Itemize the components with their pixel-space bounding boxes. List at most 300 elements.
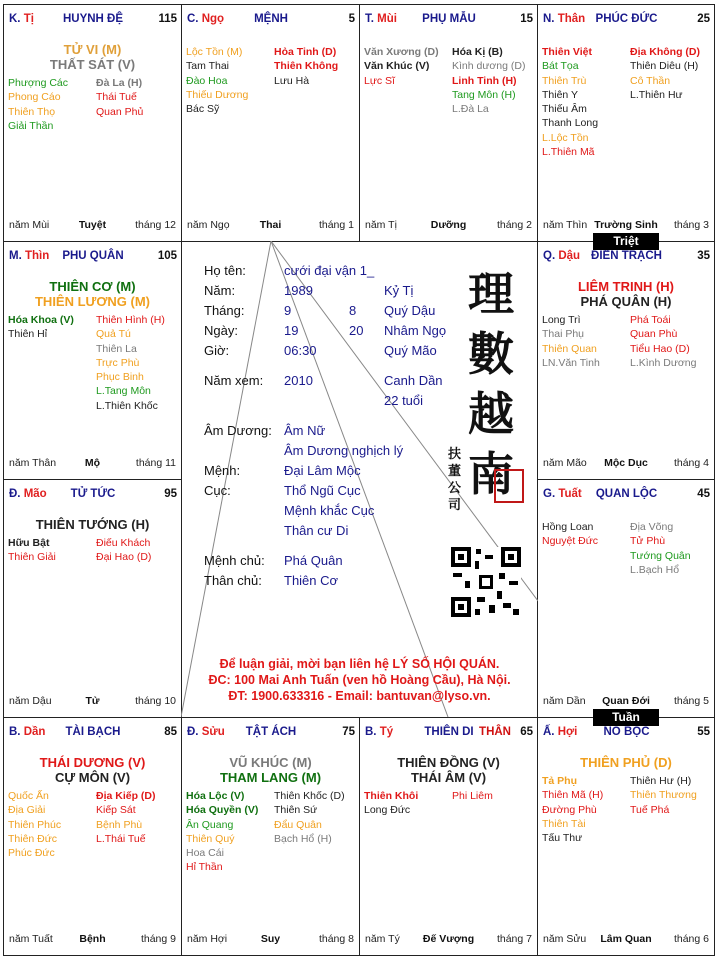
nguyet-han-month: tháng 8 — [318, 933, 354, 945]
minor-star: Văn Khúc (V) — [364, 60, 430, 73]
chi: Sửu — [201, 726, 225, 738]
palace-name: PHÚC ĐỨC — [595, 13, 658, 25]
menh-chu-value: Phá Quân — [284, 553, 343, 568]
palace-header — [187, 13, 355, 29]
palace-suu[interactable] — [181, 717, 360, 956]
can: Q. — [543, 250, 556, 262]
main-star: THAM LANG (M) — [219, 770, 322, 785]
minor-star: Bác Sỹ — [186, 103, 220, 116]
can: M. — [9, 250, 22, 262]
than-chu-label: Thân chủ: — [204, 573, 262, 588]
minor-star: Lưu Hà — [274, 74, 310, 87]
chi: Mùi — [377, 13, 397, 25]
main-star: THIÊN TƯỚNG (H) — [35, 517, 150, 532]
can: G. — [543, 488, 556, 500]
palace-footer — [365, 219, 532, 233]
dai-van-number: 105 — [157, 250, 177, 262]
palace-hoi[interactable] — [537, 717, 715, 956]
nam-xem-label: Năm xem: — [204, 373, 264, 388]
minor-stars-right — [274, 45, 360, 88]
minor-star: Ân Quang — [186, 818, 234, 831]
minor-star: Bát Tọa — [542, 60, 579, 73]
palace-footer — [187, 933, 354, 947]
thang-can-chi: Quý Dậu — [384, 303, 436, 318]
palace-header — [543, 488, 710, 504]
minor-star: Nguyệt Đức — [542, 535, 599, 548]
minor-star: L.Đà La — [452, 103, 489, 116]
minor-star: L.Lộc Tồn — [542, 131, 589, 144]
truong-sinh-stage: Dưỡng — [430, 219, 467, 231]
tieu-han-year: năm Tý — [365, 933, 400, 945]
minor-stars-right — [452, 45, 538, 116]
tuoi-value: 22 tuổi — [384, 393, 424, 408]
minor-stars-left — [186, 789, 272, 875]
minor-star: Phục Binh — [96, 371, 144, 384]
truong-sinh-stage: Trường Sinh — [594, 219, 658, 231]
contact-address: ĐC: 100 Mai Anh Tuấn (ven hồ Hoàng Cầu), Hà Nội. — [208, 673, 511, 687]
main-star: TỬ VI (M) — [63, 42, 122, 57]
chi: Hợi — [557, 726, 578, 738]
truong-sinh-stage: Lâm Quan — [600, 933, 652, 945]
palace-footer — [9, 933, 176, 947]
minor-star: Thiên Quý — [186, 832, 235, 845]
calligraphy-char-4: 南 — [468, 447, 514, 501]
can: T. — [365, 13, 374, 25]
palace-header — [9, 726, 177, 742]
am-duong-value: Âm Nữ — [284, 423, 326, 438]
palace-footer — [543, 219, 709, 233]
minor-star: Giải Thần — [8, 119, 54, 132]
minor-star: Bạch Hổ (H) — [274, 832, 332, 845]
chi: Tý — [379, 726, 394, 738]
palace-footer — [9, 695, 176, 709]
nguyet-han-month: tháng 12 — [135, 219, 176, 231]
can: Ấ. — [543, 726, 555, 738]
minor-star: Cô Thần — [630, 74, 671, 87]
minor-star: Điếu Khách — [96, 537, 151, 549]
calligraphy-small-4: 司 — [448, 498, 462, 513]
palace-header — [365, 13, 533, 29]
minor-star: Tử Phù — [630, 535, 666, 548]
minor-star: L.Thiên Khốc — [96, 399, 158, 412]
minor-star: Thiên Phúc — [8, 818, 62, 831]
palace-header — [543, 250, 710, 266]
palace-header — [9, 250, 177, 266]
minor-star: Địa Kiếp (D) — [96, 790, 156, 802]
nam-value: 1989 — [284, 283, 313, 298]
minor-star: Đại Hao (D) — [96, 551, 152, 564]
nguyet-han-month: tháng 9 — [140, 933, 176, 945]
ngay-can-chi: Nhâm Ngọ — [384, 323, 447, 338]
minor-star: Thiên Thọ — [8, 105, 56, 118]
minor-star: Thiên Giải — [8, 551, 56, 564]
palace-name: NÔ BỘC — [603, 726, 650, 738]
minor-star: Đà La (H) — [96, 77, 143, 89]
dai-van-number: 115 — [158, 13, 177, 25]
minor-star: L.Thái Tuế — [96, 832, 146, 845]
minor-star: Thiên Sứ — [274, 804, 318, 817]
calligraphy-small-3: 公 — [448, 481, 462, 496]
palace-footer — [543, 695, 709, 709]
tieu-han-year: năm Thân — [9, 457, 57, 469]
minor-star: L.Tang Môn — [96, 385, 151, 398]
thang-value: 9 — [284, 303, 292, 318]
tieu-han-year: năm Dậu — [9, 695, 52, 707]
minor-star: Đào Hoa — [186, 74, 228, 87]
palace-thin[interactable] — [3, 241, 182, 480]
nguyet-han-month: tháng 1 — [318, 219, 354, 231]
minor-stars-right — [630, 520, 715, 577]
gio-label: Giờ: — [204, 343, 230, 358]
than-chu-value: Thiên Cơ — [284, 573, 339, 588]
minor-star: Đường Phù — [542, 803, 597, 816]
minor-stars-left — [542, 45, 628, 159]
palace-name: ĐIỀN TRẠCH — [591, 250, 662, 262]
palace-footer — [543, 457, 709, 471]
minor-star: Thiên Y — [542, 88, 578, 101]
palace-footer — [543, 933, 709, 947]
minor-stars-left — [542, 520, 628, 549]
minor-star: Phúc Đức — [8, 847, 55, 860]
dai-van-number: 5 — [348, 13, 355, 25]
calligraphy-small-1: 扶 — [448, 447, 462, 462]
ho-ten-label: Họ tên: — [204, 263, 246, 278]
tieu-han-year: năm Hợi — [187, 933, 228, 945]
palace-ti[interactable] — [3, 4, 182, 242]
main-star: THIÊN CƠ (M) — [49, 279, 136, 294]
can: C. — [187, 13, 199, 25]
main-star: THIÊN LƯƠNG (M) — [34, 294, 151, 309]
minor-star: Trực Phù — [96, 356, 140, 369]
minor-star: Thiên La — [96, 342, 137, 355]
tieu-han-year: năm Tị — [365, 219, 397, 231]
palace-header — [9, 13, 177, 29]
palace-name: PHU QUÂN — [62, 250, 124, 262]
main-star: THIÊN PHỦ (D) — [580, 755, 672, 770]
contact-phone-email[interactable]: ĐT: 1900.633316 - Email: bantuvan@lyso.vn. — [228, 689, 491, 703]
minor-star: Hữu Bật — [8, 537, 50, 549]
minor-star: Hồng Loan — [542, 521, 594, 533]
calligraphy-char-2: 數 — [468, 327, 514, 381]
minor-star: Thiên Diêu (H) — [630, 60, 699, 73]
nam-label: Năm: — [204, 283, 236, 298]
tieu-han-year: năm Dần — [543, 695, 586, 707]
chi: Dậu — [558, 250, 581, 262]
minor-star: Thiên Mã (H) — [542, 789, 604, 802]
palace-name: QUAN LỘC — [595, 488, 658, 500]
chi: Thìn — [24, 250, 50, 262]
palace-name: THIÊN DI — [424, 726, 474, 738]
minor-stars-right — [96, 536, 182, 565]
minor-star: Thai Phụ — [542, 328, 585, 341]
palace-dan[interactable] — [3, 717, 182, 956]
nguyet-han-month: tháng 10 — [135, 695, 176, 707]
minor-star: Thanh Long — [542, 117, 599, 130]
truong-sinh-stage: Mộ — [84, 457, 101, 469]
palace-footer — [9, 457, 176, 471]
minor-star: Thiên Quan — [542, 342, 597, 355]
palace-name: TẬT ÁCH — [245, 726, 297, 738]
main-star: THÁI ÂM (V) — [410, 770, 487, 785]
chi: Mão — [23, 488, 47, 500]
minor-stars-right — [274, 789, 360, 846]
truong-sinh-stage: Tử — [85, 695, 100, 707]
menh-value: Đại Lâm Mộc — [284, 463, 361, 478]
minor-stars-left — [542, 313, 628, 370]
dai-van-number: 65 — [520, 726, 533, 738]
calligraphy-small — [448, 446, 461, 514]
chi: Thân — [557, 13, 586, 25]
minor-star: L.Bạch Hổ — [630, 563, 680, 576]
can: B. — [9, 726, 21, 738]
can: N. — [543, 13, 555, 25]
menh-label: Mệnh: — [204, 463, 241, 478]
minor-star: Lực Sĩ — [364, 74, 395, 87]
nam-xem-can-chi: Canh Dần — [384, 373, 443, 388]
main-star: THÁI DƯƠNG (V) — [39, 755, 146, 770]
can: K. — [9, 13, 21, 25]
palace-footer — [187, 219, 354, 233]
truong-sinh-stage: Đế Vượng — [422, 933, 475, 945]
main-star: VŨ KHÚC (M) — [229, 755, 312, 770]
minor-star: Địa Võng — [630, 521, 674, 533]
minor-star: Kiếp Sát — [96, 804, 136, 817]
minor-star: Tấu Thư — [542, 832, 583, 845]
minor-star: Thiên Hỉ — [8, 328, 48, 341]
palace-header — [543, 726, 710, 742]
palace-header — [9, 488, 177, 504]
minor-star: L.Kình Dương — [630, 356, 697, 369]
ngay-am-lich: 20 — [349, 323, 364, 338]
minor-star: Thiên Khôi — [364, 790, 419, 802]
can: Đ. — [9, 488, 21, 500]
minor-stars-left — [8, 536, 94, 565]
minor-stars-left — [8, 76, 94, 133]
tieu-han-year: năm Ngọ — [187, 219, 230, 231]
minor-star: Tam Thai — [186, 60, 229, 73]
main-star: THIÊN ĐỒNG (V) — [397, 755, 500, 770]
palace-dau[interactable] — [537, 241, 715, 480]
menh-chu-label: Mệnh chủ: — [204, 553, 265, 568]
minor-star: Thiên Không — [274, 60, 339, 73]
minor-star: Kình dương (D) — [452, 60, 526, 73]
palace-footer — [9, 219, 176, 233]
minor-star: Quả Tú — [96, 328, 131, 341]
chi: Tị — [23, 13, 34, 25]
tieu-han-year: năm Mùi — [9, 219, 50, 231]
nguyet-han-month: tháng 11 — [135, 457, 176, 469]
minor-star: Long Trì — [542, 314, 581, 326]
palace-mui[interactable] — [359, 4, 538, 242]
chi: Ngọ — [201, 13, 225, 25]
center-panel — [181, 241, 538, 717]
main-star: THẤT SÁT (V) — [49, 57, 136, 72]
minor-stars-left — [542, 774, 628, 845]
calligraphy-char-1: 理 — [468, 267, 514, 321]
palace-mao[interactable] — [3, 479, 182, 718]
minor-star: Tuế Phá — [630, 803, 670, 816]
calligraphy-char-3: 越 — [468, 387, 514, 441]
than-marker: THÂN — [479, 726, 511, 738]
dai-van-number: 15 — [520, 13, 533, 25]
palace-name: PHỤ MẪU — [422, 13, 476, 25]
minor-star: Long Đức — [364, 804, 411, 817]
palace-footer — [365, 933, 532, 947]
palace-name: HUYNH ĐỆ — [62, 13, 124, 25]
minor-star: Thiếu Âm — [542, 103, 587, 116]
cuc-value: Thổ Ngũ Cục — [284, 483, 361, 498]
minor-star: Phi Liêm — [452, 790, 493, 802]
minor-star: Quan Phù — [630, 328, 678, 341]
minor-stars-left — [8, 313, 94, 342]
thang-label: Tháng: — [204, 303, 245, 318]
palace-name: TÀI BẠCH — [65, 726, 121, 738]
palace-ty[interactable] — [359, 717, 538, 956]
dai-van-number: 25 — [697, 13, 710, 25]
tieu-han-year: năm Thìn — [543, 219, 588, 231]
minor-star: Thiên Thương — [630, 789, 697, 802]
nguyet-han-month: tháng 4 — [673, 457, 709, 469]
tieu-han-year: năm Tuất — [9, 933, 53, 945]
minor-star: Hóa Kị (B) — [452, 46, 503, 58]
qr-code[interactable] — [451, 547, 521, 617]
triet-tag: Triệt — [593, 233, 659, 250]
nguyet-han-month: tháng 3 — [673, 219, 709, 231]
palace-name: TỬ TỨC — [70, 488, 116, 500]
palace-name: MỆNH — [254, 13, 288, 25]
minor-star: Linh Tinh (H) — [452, 74, 517, 87]
minor-stars-right — [96, 76, 182, 119]
minor-star: Thiên Việt — [542, 46, 592, 58]
am-duong-note: Âm Dương nghịch lý — [284, 443, 404, 458]
dai-van-number: 95 — [164, 488, 177, 500]
minor-star: Thiếu Dương — [186, 88, 249, 101]
tuan-tag: Tuần — [593, 709, 659, 726]
dai-van-number: 55 — [697, 726, 710, 738]
minor-star: Hỏa Tinh (D) — [274, 46, 337, 58]
minor-star: Thiên Trù — [542, 74, 587, 87]
minor-stars-left — [8, 789, 94, 860]
contact-line-1: Để luận giải, mời bạn liên hệ LÝ SỐ HỘI QUÁN. — [219, 657, 500, 671]
can: Đ. — [187, 726, 199, 738]
minor-star: Hỉ Thần — [186, 861, 223, 874]
minor-star: Thiên Đức — [8, 832, 58, 845]
palace-tuat[interactable] — [537, 479, 715, 718]
minor-star: Quốc Ấn — [8, 790, 49, 802]
minor-star: Thiên Hư (H) — [630, 775, 692, 787]
minor-stars-left — [364, 789, 450, 818]
chi: Dần — [23, 726, 46, 738]
main-star: PHÁ QUÂN (H) — [580, 294, 672, 309]
minor-star: Hóa Khoa (V) — [8, 314, 74, 326]
minor-star: Phượng Các — [8, 77, 69, 89]
main-star: LIÊM TRINH (H) — [577, 279, 675, 294]
gio-can-chi: Quý Mão — [384, 343, 437, 358]
minor-stars-right — [96, 313, 182, 413]
main-star: CỰ MÔN (V) — [54, 770, 131, 785]
minor-star: Phong Cáo — [8, 91, 61, 104]
minor-stars-right — [96, 789, 182, 846]
nam-xem-value: 2010 — [284, 373, 313, 388]
truong-sinh-stage: Mộc Dục — [604, 457, 648, 469]
minor-star: Tướng Quân — [630, 549, 691, 562]
minor-star: LN.Văn Tinh — [542, 356, 600, 369]
minor-star: Phá Toái — [630, 314, 671, 326]
cuc-note: Mệnh khắc Cục — [284, 503, 375, 518]
minor-star: Quan Phủ — [96, 105, 144, 118]
dai-van-number: 85 — [164, 726, 177, 738]
minor-star: Tiểu Hao (D) — [630, 342, 690, 355]
minor-star: Địa Không (D) — [630, 46, 700, 58]
minor-star: Đẩu Quân — [274, 818, 322, 831]
palace-than[interactable] — [537, 4, 715, 242]
ngay-label: Ngày: — [204, 323, 238, 338]
minor-stars-right — [630, 45, 715, 102]
ngay-value: 19 — [284, 323, 299, 338]
truong-sinh-stage: Tuyệt — [78, 219, 107, 231]
minor-star: L.Thiên Hư — [630, 88, 683, 101]
minor-star: Thiên Tài — [542, 817, 586, 830]
minor-star: Tang Môn (H) — [452, 88, 516, 101]
nam-can-chi: Kỷ Tị — [384, 283, 414, 298]
ho-ten-value: cưới đại vận 1_ — [284, 263, 375, 278]
minor-star: Tả Phụ — [542, 775, 578, 787]
minor-stars-left — [186, 45, 272, 116]
minor-star: Thái Tuế — [96, 91, 137, 104]
minor-stars-right — [630, 313, 715, 370]
minor-star: Thiên Khốc (D) — [274, 790, 345, 802]
palace-header — [365, 726, 533, 742]
minor-star: Địa Giải — [8, 804, 46, 817]
chi: Tuất — [558, 488, 582, 500]
tieu-han-year: năm Mão — [543, 457, 587, 469]
nguyet-han-month: tháng 7 — [496, 933, 532, 945]
dai-van-number: 45 — [697, 488, 710, 500]
cuc-label: Cục: — [204, 483, 231, 498]
can: B. — [365, 726, 377, 738]
thang-am-lich: 8 — [349, 303, 357, 318]
truong-sinh-stage: Quan Đới — [602, 695, 650, 707]
palace-ngo[interactable] — [181, 4, 360, 242]
minor-star: Thiên Hình (H) — [96, 314, 165, 326]
palace-header — [543, 13, 710, 29]
truong-sinh-stage: Thai — [259, 219, 282, 231]
than-cu-note: Thân cư Di — [284, 523, 349, 538]
minor-stars-right — [630, 774, 715, 817]
nguyet-han-month: tháng 2 — [496, 219, 532, 231]
seal-stamp — [494, 469, 524, 503]
dai-van-number: 35 — [697, 250, 710, 262]
minor-star: Bệnh Phù — [96, 818, 143, 831]
am-duong-label: Âm Dương: — [204, 423, 272, 438]
nguyet-han-month: tháng 5 — [673, 695, 709, 707]
minor-star: Lộc Tồn (M) — [186, 46, 243, 58]
tieu-han-year: năm Sửu — [543, 933, 587, 945]
palace-header — [187, 726, 355, 742]
minor-stars-right — [452, 789, 538, 803]
minor-star: L.Thiên Mã — [542, 146, 595, 159]
truong-sinh-stage: Suy — [260, 933, 281, 945]
minor-star: Hóa Quyền (V) — [186, 804, 259, 817]
minor-stars-left — [364, 45, 450, 88]
minor-star: Văn Xương (D) — [364, 46, 439, 58]
nguyet-han-month: tháng 6 — [673, 933, 709, 945]
dai-van-number: 75 — [342, 726, 355, 738]
minor-star: Hoa Cái — [186, 847, 224, 860]
minor-star: Hóa Lộc (V) — [186, 790, 245, 802]
calligraphy-small-2: 董 — [448, 464, 462, 479]
gio-value: 06:30 — [284, 343, 317, 358]
